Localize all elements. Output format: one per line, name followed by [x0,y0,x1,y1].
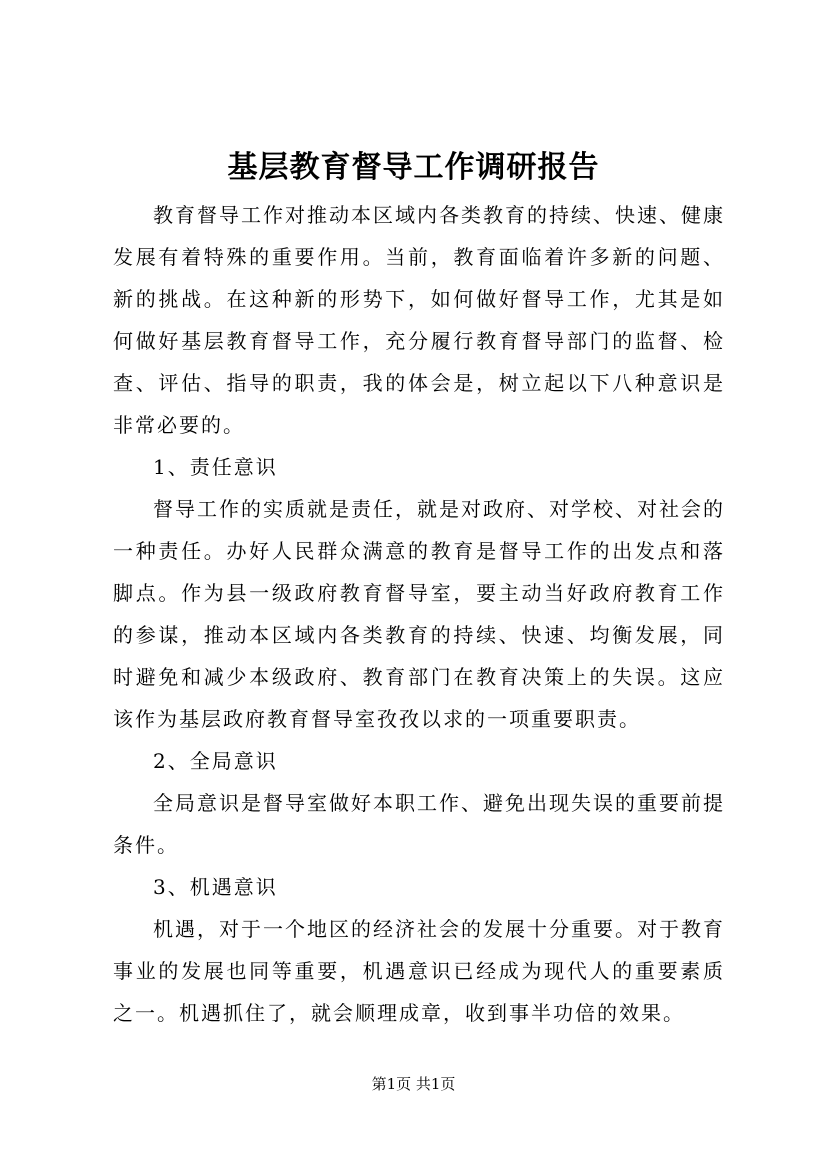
document-title: 基层教育督导工作调研报告 [227,150,600,185]
document-body [113,194,725,1034]
section-heading-opportunity: 3、机遇意识 [153,875,278,899]
opportunity-paragraph: 机遇，对于一个地区的经济社会的发展十分重要。对于教育事业的发展也同等重要，机遇意识已经成为现代人的重要素质之一。机遇抓住了，就会顺理成章，收到事半功倍的效果。 [113,917,725,1025]
section-heading-overall: 2、全局意识 [153,749,278,773]
section-heading-responsibility: 1、责任意识 [153,455,278,479]
overall-paragraph: 全局意识是督导室做好本职工作、避免出现失误的重要前提条件。 [113,791,725,857]
intro-paragraph: 教育督导工作对推动本区域内各类教育的持续、快速、健康发展有着特殊的重要作用。当前，教育面临着许多新的问题、新的挑战。在这种新的形势下，如何做好督导工作，尤其是如何做好基层教育督导工作，充分履行教育督导部门的监督、检查、评估、指导的职责，我的体会是，树立起以下八种意识是非常必要的。 [113,203,725,437]
responsibility-paragraph: 督导工作的实质就是责任，就是对政府、对学校、对社会的一种责任。办好人民群众满意的教育是督导工作的出发点和落脚点。作为县一级政府教育督导室，要主动当好政府教育工作的参谋，推动本区域内各类教育的持续、快速、均衡发展，同时避免和减少本级政府、教育部门在教育决策上的失误。这应该作为基层政府教育督导室孜孜以求的一项重要职责。 [113,497,725,731]
page-footer: 第1页 共1页 [371,1075,456,1093]
